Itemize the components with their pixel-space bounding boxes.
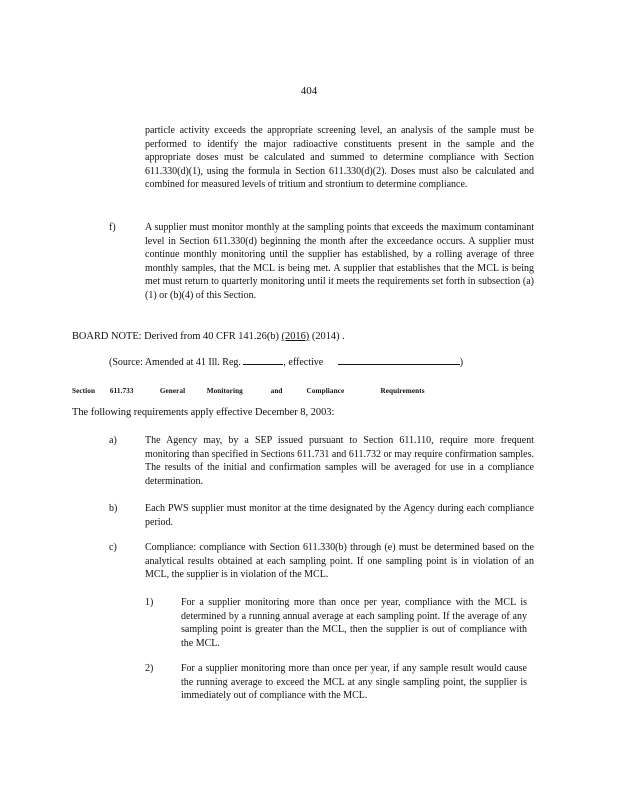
item-f-text: A supplier must monitor monthly at the sampling points that exceeds the maximum contaminant level in Section 611.330(d) beginning the month after the exceedance occurs. A supplier must continue monthly monitoring until the supplier has established, by a rolling average of three monthly samples, that the MCL is being met. A supplier that establishes that the MCL is being met must return to quarterly monitoring until it meets the requirements set forth in subsection (a)(1) or (b)(4) of this Section. xyxy=(145,222,534,301)
board-note-old-year: (2014) xyxy=(311,331,340,342)
source-note-effective: , effective xyxy=(283,357,324,368)
item-a-text: The Agency may, by a SEP issued pursuant to Section 611.110, require more frequent monitoring than specified in Sections 611.731 and 611.732 or may require confirmation samples. The results of the initial and confirmation samples will be averaged for use in a compliance determination. xyxy=(145,435,534,487)
subitem-1-text: For a supplier monitoring more than once per year, compliance with the MCL is determined by a running annual average at each sampling point. If the average of any sampling point is greater than the MCL, then the supplier is out of compliance with the MCL. xyxy=(181,597,527,649)
item-b-label: b) xyxy=(109,503,118,514)
section-title-word: Monitoring xyxy=(206,387,243,395)
item-a-label: a) xyxy=(109,435,117,446)
board-note xyxy=(72,330,542,344)
subitem-2-label: 2) xyxy=(145,663,154,674)
page-number: 404 xyxy=(300,85,318,97)
board-note-suffix: . xyxy=(342,331,345,342)
source-note xyxy=(109,355,529,370)
effective-date-blank xyxy=(338,355,460,365)
section-title-word: General xyxy=(159,387,186,395)
item-f-label: f) xyxy=(109,222,116,233)
section-title-word: Compliance xyxy=(306,387,345,395)
item-b-text: Each PWS supplier must monitor at the time designated by the Agency during each compliance period. xyxy=(145,503,534,528)
section-number: 611.733 xyxy=(109,387,134,395)
subitem-2-text: For a supplier monitoring more than once per year, if any sample result would cause the running average to exceed the MCL at any single sampling point, the supplier is immediately out of compliance with the MCL. xyxy=(181,663,527,702)
section-word: Section xyxy=(72,387,96,395)
section-title-word: Requirements xyxy=(380,387,425,395)
section-title-word: and xyxy=(270,387,283,395)
board-note-prefix: BOARD NOTE: Derived from 40 CFR 141.26(b) xyxy=(72,331,279,342)
board-note-new-year: (2016) xyxy=(281,331,310,342)
source-note-text: (Source: Amended at 41 Ill. Reg. xyxy=(109,357,241,368)
item-c-text: Compliance: compliance with Section 611.330(b) through (e) must be determined based on the analytical results obtained at each sampling point. If one sampling point is in violation of an MCL, the supplier is in violation of the MCL. xyxy=(145,542,534,581)
item-c-label: c) xyxy=(109,542,117,553)
register-page-blank xyxy=(243,355,283,365)
intro-sentence: The following requirements apply effective December 8, 2003: xyxy=(72,407,335,418)
subitem-1-label: 1) xyxy=(145,597,154,608)
section-heading xyxy=(72,385,532,399)
source-note-close: ) xyxy=(459,357,464,368)
continuation-paragraph: particle activity exceeds the appropriate screening level, an analysis of the sample must be performed to identify the major radioactive constituents present in the sample and the appropriate doses must be calculated and summed to determine compliance with Section 611.330(d)(1), using the formula in Section 611.330(d)(2). Doses must also be calculated and combined for measured levels of tritium and strontium to determine compliance. xyxy=(145,125,534,191)
